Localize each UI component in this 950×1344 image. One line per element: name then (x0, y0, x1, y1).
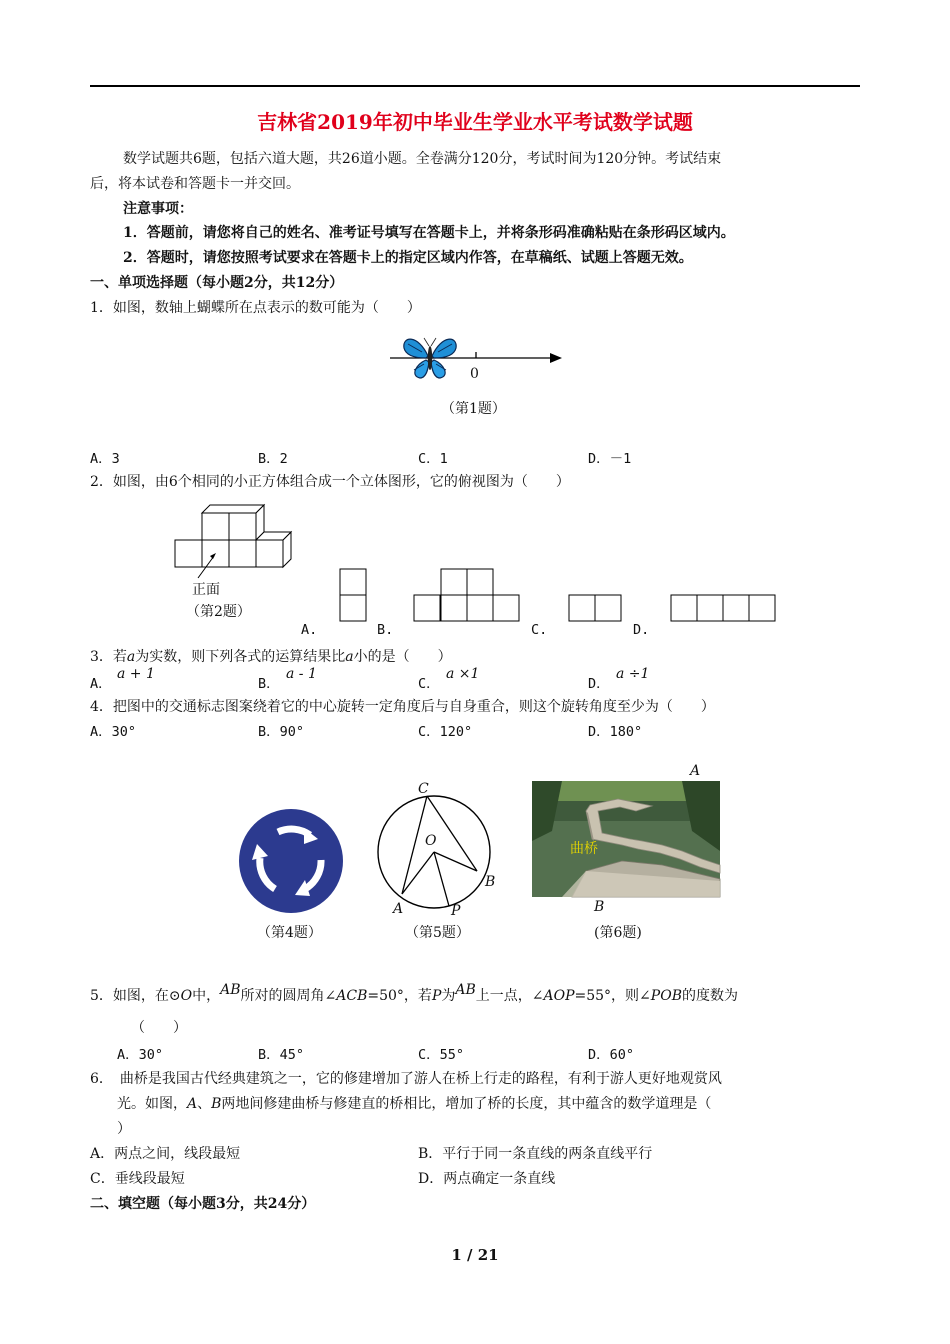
point-o-label: O (425, 833, 437, 849)
figure-5-caption: （第5题） (405, 925, 470, 941)
q3-option-a-expr: a + 1 (117, 666, 155, 682)
q5-stem-8: 的度数为 (681, 988, 738, 1004)
q6-line-1: 6． 曲桥是我国古代经典建筑之一，它的修建增加了游人在桥上行走的路程，有利于游人更好地观赏风 (90, 1071, 722, 1087)
q6-line-2-end: 两地间修建曲桥与修建直的桥相比，增加了桥的长度，其中蕴含的数学道理是（ (221, 1096, 712, 1112)
q6-line-2 (117, 1093, 711, 1113)
q5-option-a: A．30° (117, 1047, 164, 1063)
q5-answer-paren: （ ） (131, 1020, 187, 1036)
q6-line-3: ） (117, 1121, 131, 1137)
q1-option-c: C．1 (418, 451, 448, 467)
q5-stem-1: 5．如图，在⊙ (90, 988, 181, 1004)
q3-stem-end: 小的是（ ） (353, 649, 452, 665)
figure-4-caption: （第4题） (257, 925, 322, 941)
point-c-label: C (418, 781, 429, 797)
q3-var-a-2: a (345, 649, 354, 665)
q6-point-a: A (187, 1096, 198, 1112)
q2-option-d: D. (633, 622, 650, 638)
section-2-heading: 二、填空题（每小题3分，共24分） (90, 1196, 316, 1212)
q2-option-a: A. (301, 622, 318, 638)
zigzag-bridge-photo (532, 781, 720, 897)
q6-option-b: B．平行于同一条直线的两条直线平行 (418, 1146, 653, 1162)
q5-arc-ab: AB (220, 982, 241, 998)
photo-point-a: A (690, 763, 701, 779)
q4-option-b: B．90° (258, 724, 305, 740)
q4-option-a: A．30° (90, 724, 137, 740)
q3-stem-mid: 为实数，则下列各式的运算结果比 (135, 649, 346, 665)
q5-stem-7: =55°，则∠ (574, 988, 651, 1004)
intro-line-1: 数学试题共6题，包括六道大题，共26道小题。全卷满分120分，考试时间为120分钟。考试结束 (123, 151, 722, 167)
header-rule (90, 85, 860, 87)
q2-choice-d-figure (670, 594, 780, 624)
q6-sep: 、 (197, 1096, 212, 1112)
q3-option-c-label: C． (418, 676, 440, 692)
q1-stem: 1．如图，数轴上蝴蝶所在点表示的数可能为（ ） (90, 300, 421, 316)
number-line-figure (390, 330, 570, 390)
q3-option-c-expr: a ×1 (446, 666, 480, 682)
q5-option-d: D．60° (588, 1047, 635, 1063)
q5-arc-ab-2: AB (455, 982, 476, 998)
q4-stem: 4．把图中的交通标志图案绕着它的中心旋转一定角度后与自身重合，则这个旋转角度至少为（ ） (90, 699, 715, 715)
q2-choice-c-figure (568, 594, 624, 624)
q4-option-c: C．120° (418, 724, 473, 740)
photo-bridge-label: 曲桥 (570, 841, 598, 857)
page-title: 吉林省2019年初中毕业生学业水平考试数学试题 (257, 110, 693, 134)
q3-option-a-label: A． (90, 676, 112, 692)
cube-solid-figure (170, 500, 300, 580)
q2-stem: 2．如图，由6个相同的小正方体组合成一个立体图形，它的俯视图为（ ） (90, 474, 570, 490)
q5-stem (90, 982, 738, 1005)
q5-point-p: P (431, 988, 442, 1004)
figure-6-caption: (第6题) (594, 925, 642, 941)
q2-choice-b-figure (413, 568, 523, 624)
q6-option-a: A．两点之间，线段最短 (90, 1146, 241, 1162)
notice-label: 注意事项： (123, 201, 193, 217)
q5-circle-o: O (180, 988, 193, 1004)
q5-stem-3: 所对的圆周角∠ (240, 988, 337, 1004)
point-a-label: A (393, 901, 404, 917)
q5-stem-5: 为 (441, 988, 456, 1004)
q6-option-d: D．两点确定一条直线 (418, 1171, 556, 1187)
page-number: 1 / 21 (451, 1246, 499, 1264)
q6-option-c: C．垂线段最短 (90, 1171, 185, 1187)
q2-option-c: C. (531, 622, 548, 638)
q5-angle-aop: AOP (543, 988, 575, 1004)
q5-stem-6: 上一点，∠ (475, 988, 544, 1004)
q1-caption: （第1题） (441, 401, 506, 417)
circle-geometry-figure (378, 795, 496, 910)
q5-option-c: C．55° (418, 1047, 465, 1063)
q2-caption: （第2题） (186, 604, 251, 620)
q4-option-d: D．180° (588, 724, 643, 740)
q5-angle-pob: POB (650, 988, 682, 1004)
q5-stem-4: =50°，若 (367, 988, 432, 1004)
q6-point-b: B (211, 1096, 222, 1112)
number-line-zero: 0 (470, 366, 479, 382)
notice-2: 2．答题时，请您按照考试要求在答题卡上的指定区域内作答，在草稿纸、试题上答题无效。 (123, 250, 693, 266)
q5-option-b: B．45° (258, 1047, 305, 1063)
photo-point-b: B (594, 899, 605, 915)
q3-option-d-expr: a ÷1 (616, 666, 650, 682)
q3-option-b-expr: a - 1 (286, 666, 317, 682)
point-p-label: P (451, 903, 461, 919)
q5-angle-acb: ACB (336, 988, 368, 1004)
point-b-label: B (485, 874, 496, 890)
q3-option-b-label: B． (258, 676, 280, 692)
q2-option-b: B. (377, 622, 394, 638)
roundabout-sign-icon (238, 808, 344, 914)
q1-option-b: B．2 (258, 451, 288, 467)
q5-stem-2: 中， (192, 988, 221, 1004)
q3-option-d-label: D． (588, 676, 610, 692)
q2-choice-a-figure (339, 568, 369, 624)
q1-option-a: A．3 (90, 451, 120, 467)
q3-stem (90, 646, 452, 666)
notice-1: 1．答题前，请您将自己的姓名、准考证号填写在答题卡上，并将条形码准确粘贴在条形码区域内。 (123, 225, 735, 241)
q1-option-d: D．－1 (588, 451, 632, 467)
intro-line-2: 后，将本试卷和答题卡一并交回。 (90, 176, 300, 192)
front-label: 正面 (192, 582, 220, 598)
section-1-heading: 一、单项选择题（每小题2分，共12分） (90, 275, 344, 291)
q3-var-a: a (126, 649, 136, 665)
q3-stem-start: 3．若 (90, 649, 127, 665)
q6-line-2-start: 光。如图， (117, 1096, 187, 1112)
